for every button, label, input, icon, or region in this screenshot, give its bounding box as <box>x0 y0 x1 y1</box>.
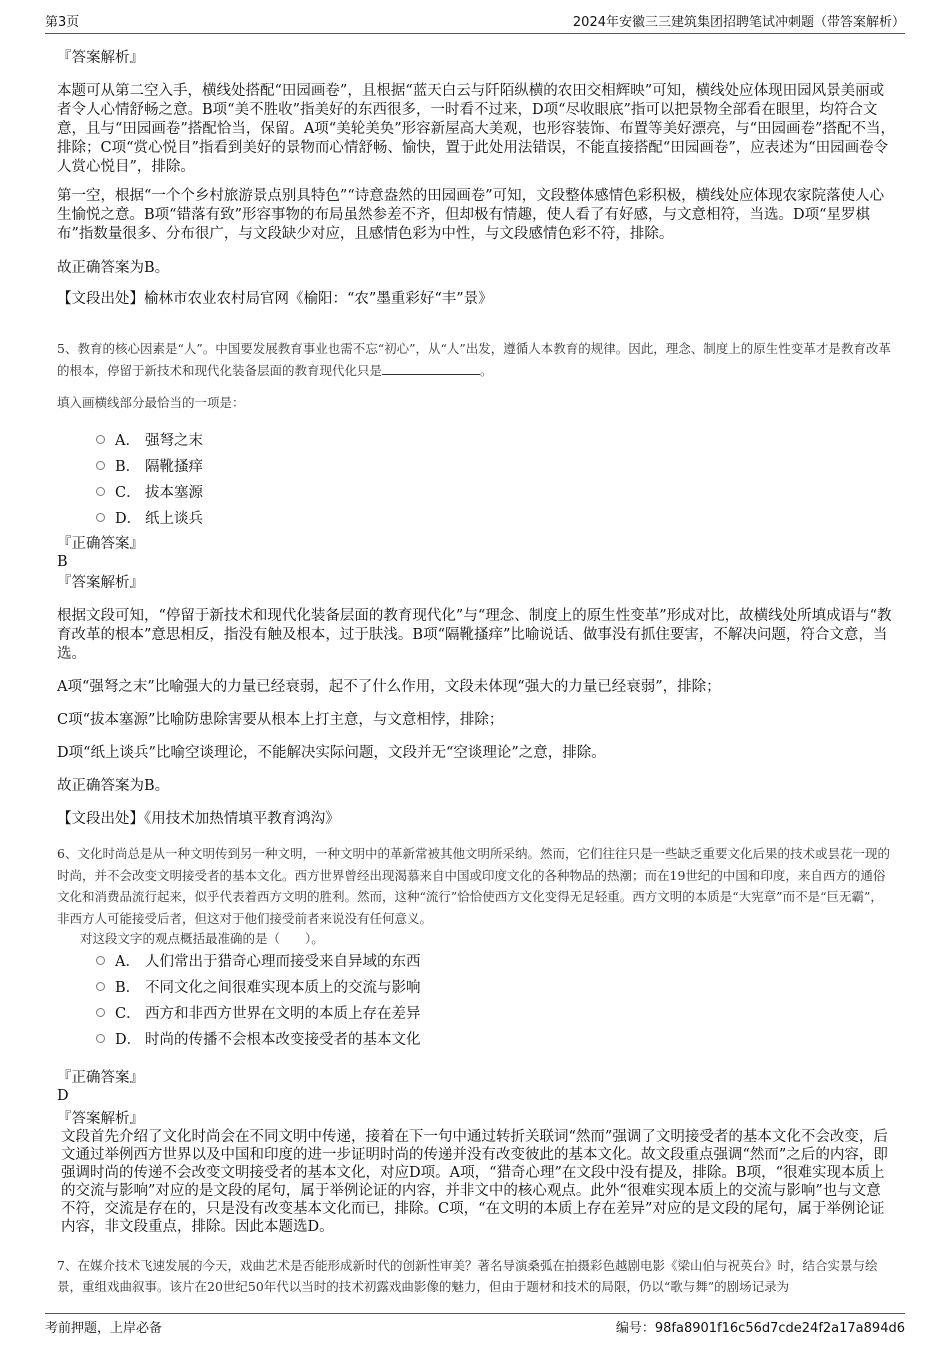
option-text: 人们常出于猎奇心理而接受来自异域的东西 <box>145 954 421 970</box>
radio-icon[interactable] <box>96 956 105 965</box>
radio-icon[interactable] <box>96 461 105 470</box>
q6-option-b[interactable]: B． 不同文化之间很难实现本质上的交流与影响 <box>96 976 421 997</box>
radio-icon[interactable] <box>96 1008 105 1017</box>
q6-answer: D <box>57 1088 69 1104</box>
footer-id-code: 98fa8901f16c56d7cde24f2a17a894d6 <box>654 1320 905 1336</box>
q5-stem-part1: 5、教育的核心因素是“人”。中国要发展教育事业也需不忘“初心”，从“人”出发，遵循人本教育的规律。因此，理念、制度上的原生性变革才是 <box>57 341 841 356</box>
footer-slogan: 考前押题，上岸必备 <box>45 1320 163 1336</box>
q5-analysis-label: 『答案解析』 <box>57 575 144 591</box>
q6-option-c[interactable]: C． 西方和非西方世界在文明的本质上存在差异 <box>96 1002 421 1023</box>
option-text: 纸上谈兵 <box>145 511 203 527</box>
option-text: 拔本塞源 <box>145 485 203 501</box>
q4-analysis-para2: 第一空，根据“一个个乡村旅游景点别具特色”“诗意盎然的田园画卷”可知，文段整体感情色彩积极，横线处应体现农家院落使人心生愉悦之意。B项“错落有致”形容事物的布局虽然参差不齐，但却极有情趣，使人看了有好感，与文意相符，当选。D项“星罗棋布”指数量很多、分布很广，与文段缺少对应，且感情色彩为中性，与文段感情色彩不符，排除。 <box>57 188 885 242</box>
radio-icon[interactable] <box>96 982 105 991</box>
q6-stem: 6、文化时尚总是从一种文明传到另一种文明，一种文明中的革新常被其他文明所采纳。然而，它们往往只是一些缺乏重要文化后果的技术或昙花一现的时尚，并不会改变文明接受者的基本文化。西方世界曾经出现渴慕来自中国或印度文化的各种物品的热潮；而在19世纪的中国和印度，来自西方的通俗文化和消费品流行起来，似乎代表着西方文明的胜利。然而，这种“流行”恰恰使西方文化变得无足轻重。西方文明的本质是“大宪章”而不是“巨无霸”，非西方人可能接受后者，但这对于他们接受前者来说没有任何意义。 <box>57 846 890 926</box>
q7-stem: 7、在媒介技术飞速发展的今天，戏曲艺术是否能形成新时代的创新性审美？著名导演桑弧在拍摄彩色越剧电影《梁山伯与祝英台》时，结合实景与绘景，重组戏曲叙事。该片在20世纪50年代以当时的技术初露戏曲影像的魅力，但由于题材和技术的局限，仍以“歌与舞”的剧场记录为 <box>57 1258 878 1294</box>
q5-blank-line <box>382 362 480 375</box>
footer-id-label: 编号： <box>615 1320 655 1336</box>
q6-analysis-label: 『答案解析』 <box>57 1111 144 1127</box>
radio-icon[interactable] <box>96 487 105 496</box>
radio-icon[interactable] <box>96 513 105 522</box>
q4-source: 【文段出处】榆林市农业农村局官网《榆阳：“农”墨重彩好“丰”景》 <box>57 291 493 307</box>
page-footer <box>45 1313 905 1338</box>
q5-prompt: 填入画横线部分最恰当的一项是： <box>57 395 245 410</box>
footer-id <box>616 1317 905 1336</box>
q5-analysis-para3: C项“拔本塞源”比喻防患除害要从根本上打主意，与文意相悖，排除； <box>57 712 504 728</box>
q4-conclusion: 故正确答案为B。 <box>57 260 170 276</box>
q5-stem-part2: 教育改革的根本，停留于新技术和现代化装备层面的教育现代化只是 <box>57 341 891 378</box>
q4-analysis-label: 『答案解析』 <box>57 50 144 66</box>
q4-analysis-para1: 本题可从第二空入手，横线处搭配“田园画卷”，且根据“蓝天白云与阡陌纵横的农田交相辉映”可知，横线处应体现田园风景美丽或者令人心情舒畅之意。B项“美不胜收”指美好的东西很多，一时看不过来，D项“尽收眼底”指可以把景物全部看在眼里，均符合文意，且与“田园画卷”搭配恰当，保留。A项“美轮美奂”形容新屋高大美观，也形容装饰、布置等美好漂亮，与“田园画卷”搭配不当，排除；C项“赏心悦目”指看到美好的景物而心情舒畅、愉快，置于此处用法错误，不能直接搭配“田园画卷”，应表述为“田园画卷令人赏心悦目”，排除。 <box>57 83 895 175</box>
q6-prompt: 对这段文字的观点概括最准确的是（ ）。 <box>80 931 324 946</box>
q5-stem <box>57 338 895 382</box>
q5-source: 【文段出处】《用技术加热情填平教育鸿沟》 <box>57 811 340 827</box>
page-header <box>45 8 905 34</box>
option-text: 隔靴搔痒 <box>145 459 203 475</box>
q5-analysis-para4: D项“纸上谈兵”比喻空谈理论，不能解决实际问题，文段并无“空谈理论”之意，排除。 <box>57 745 606 761</box>
radio-icon[interactable] <box>96 435 105 444</box>
q5-option-d[interactable]: D． 纸上谈兵 <box>96 507 203 528</box>
page-number: 第3页 <box>45 15 80 30</box>
q5-answer: B <box>57 554 68 570</box>
q5-answer-label: 『正确答案』 <box>57 536 144 552</box>
q6-analysis: 文段首先介绍了文化时尚会在不同文明中传递，接着在下一句中通过转折关联词“然而”强调了文明接受者的基本文化不会改变，后文通过举例西方世界以及中国和印度的进一步证明时尚的传递并没有改变彼此的基本文化。故文段重点强调“然而”之后的内容，即强调时尚的传递不会改变文明接受者的基本文化，对应D项。A项，“猎奇心理”在文段中没有提及，排除。B项，“很难实现本质上的交流与影响”对应的是文段的尾句，属于举例论证的内容，并非文中的核心观点。此外“很难实现本质上的交流与影响”也与文意不符，交流是存在的，只是没有改变基本文化而已，排除。C项，“在文明的本质上存在差异”对应的是文段的尾句，属于举例论证内容，非文段重点，排除。因此本题选D。 <box>61 1129 888 1235</box>
q5-analysis-para1: 根据文段可知，“停留于新技术和现代化装备层面的教育现代化”与“理念、制度上的原生性变革”形成对比，故横线处所填成语与“教育改革的根本”意思相反，指没有触及根本，过于肤浅。B项“隔靴搔痒”比喻说话、做事没有抓住要害，不解决问题，符合文意，当选。 <box>57 608 892 662</box>
radio-icon[interactable] <box>96 1034 105 1043</box>
option-text: 不同文化之间很难实现本质上的交流与影响 <box>145 980 421 996</box>
q5-stem-end: 。 <box>480 363 493 378</box>
q5-conclusion: 故正确答案为B。 <box>57 778 170 794</box>
q5-option-c[interactable]: C． 拔本塞源 <box>96 481 203 502</box>
option-text: 时尚的传播不会根本改变接受者的基本文化 <box>145 1032 421 1048</box>
q5-analysis-para2: A项“强弩之末”比喻强大的力量已经衰弱，起不了什么作用，文段未体现“强大的力量已经衰弱”，排除； <box>57 679 721 695</box>
option-text: 强弩之末 <box>145 433 203 449</box>
q6-option-d[interactable]: D． 时尚的传播不会根本改变接受者的基本文化 <box>96 1028 421 1049</box>
q5-option-a[interactable]: A． 强弩之末 <box>96 429 203 450</box>
q6-answer-label: 『正确答案』 <box>57 1070 144 1086</box>
option-text: 西方和非西方世界在文明的本质上存在差异 <box>145 1006 421 1022</box>
q6-option-a[interactable]: A． 人们常出于猎奇心理而接受来自异域的东西 <box>96 950 421 971</box>
q5-option-b[interactable]: B． 隔靴搔痒 <box>96 455 203 476</box>
document-title: 2024年安徽三三建筑集团招聘笔试冲刺题（带答案解析） <box>572 15 905 30</box>
